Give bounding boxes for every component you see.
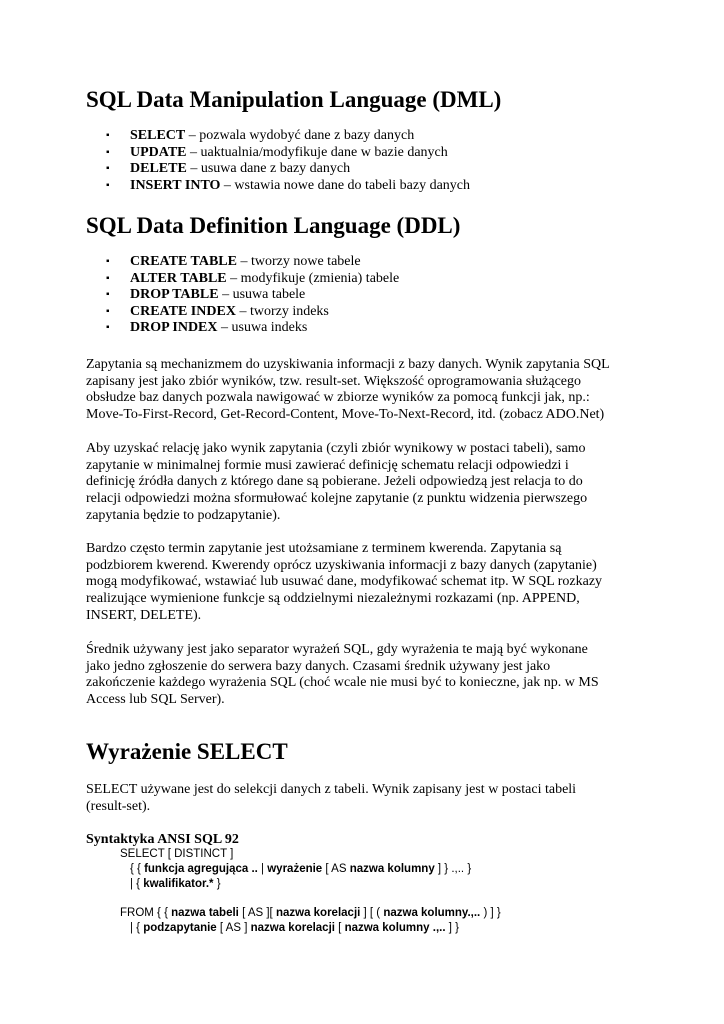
list-item-term: DROP INDEX bbox=[130, 320, 218, 336]
bullet-icon: ▪ bbox=[106, 163, 110, 175]
syntax-token: [ AS ][ bbox=[238, 907, 276, 919]
text-line: definicję źródła danych z którego dane są pobierane. Jeżeli odpowiedzą jest relacja to do bbox=[86, 474, 583, 490]
ddl-list bbox=[86, 254, 646, 337]
text-line: zakończenie każdego wyrażenia SQL (choć wcale nie musi być to konieczne, jak np. w MS bbox=[86, 675, 599, 691]
syntax-placeholder: nazwa korelacji bbox=[275, 907, 361, 919]
bullet-icon: ▪ bbox=[106, 289, 110, 301]
list-item-term: SELECT bbox=[130, 128, 186, 143]
syntax-line bbox=[86, 862, 656, 877]
syntax-placeholder: nazwa tabeli bbox=[171, 907, 239, 919]
list-item bbox=[86, 320, 646, 337]
syntax-token: ] } bbox=[445, 922, 459, 934]
list-item-term: UPDATE bbox=[130, 144, 187, 160]
bullet-icon: ▪ bbox=[106, 256, 110, 267]
syntax-line bbox=[86, 921, 656, 936]
list-item bbox=[86, 178, 646, 195]
list-item-term: DELETE bbox=[130, 161, 187, 177]
syntax-token: } bbox=[213, 878, 221, 890]
list-item-description: – modyfikuje (zmienia) tabele bbox=[226, 270, 400, 286]
bullet-icon: ▪ bbox=[106, 322, 110, 334]
text-line: zapytania będzie to podzapytanie). bbox=[86, 507, 281, 523]
list-item-description: – usuwa dane z bazy danych bbox=[186, 161, 351, 177]
list-item bbox=[86, 161, 646, 178]
paragraph-2 bbox=[86, 441, 656, 525]
syntax-placeholder: nazwa korelacji bbox=[250, 922, 335, 934]
list-item bbox=[86, 271, 646, 288]
syntax-placeholder: funkcja agregująca .. bbox=[144, 863, 258, 875]
list-item bbox=[86, 304, 646, 321]
text-line: podzbiorem kwerend. Kwerendy oprócz uzyskiwania informacji z bazy danych (zapytanie) bbox=[86, 557, 597, 573]
text-line: (result-set). bbox=[86, 798, 151, 814]
select-heading: Wyrażenie SELECT bbox=[86, 739, 288, 764]
text-line: SELECT używane jest do selekcji danych z tabeli. Wynik zapisany jest w postaci tabeli bbox=[86, 782, 577, 797]
text-line: INSERT, DELETE). bbox=[86, 607, 202, 623]
text-line: Średnik używany jest jako separator wyrażeń SQL, gdy wyrażenia te mają być wykonane bbox=[86, 642, 588, 657]
bullet-icon: ▪ bbox=[106, 272, 110, 284]
list-item-term: DROP TABLE bbox=[130, 287, 219, 303]
text-line: zapytanie w minimalnej formie musi zawierać definicję schematu relacji odpowiedzi i bbox=[86, 457, 569, 473]
dml-list bbox=[86, 128, 646, 194]
syntax-spacer bbox=[86, 892, 656, 906]
syntax-token: | { bbox=[130, 878, 144, 890]
list-item-description: – tworzy indeks bbox=[235, 303, 329, 319]
select-intro bbox=[86, 782, 656, 815]
paragraph-3 bbox=[86, 541, 656, 625]
text-line: Move-To-First-Record, Get-Record-Content, Move-To-Next-Record, itd. (zobacz ADO.Net) bbox=[86, 407, 605, 423]
syntax-line bbox=[86, 906, 656, 921]
syntax-token: | bbox=[257, 863, 268, 875]
syntax-token: SELECT [ DISTINCT ] bbox=[120, 848, 234, 860]
paragraph-1 bbox=[86, 357, 656, 424]
syntax-token: ] [ ( bbox=[360, 907, 384, 919]
list-item bbox=[86, 287, 646, 304]
syntax-heading: Syntaktyka ANSI SQL 92 bbox=[86, 832, 239, 847]
text-line: obsłudze baz danych pozwala nawigować w zbiorze wyników za pomocą funkcji jak, np.: bbox=[86, 390, 590, 406]
syntax-placeholder: podzapytanie bbox=[143, 922, 217, 934]
text-line: realizujące wymienione funkcje są oddzielnymi niezależnymi rozkazami (np. APPEND, bbox=[86, 591, 580, 607]
syntax-placeholder: nazwa kolumny.,.. bbox=[383, 907, 481, 919]
list-item-description: – usuwa tabele bbox=[218, 287, 306, 303]
syntax-placeholder: wyrażenie bbox=[267, 863, 323, 875]
list-item bbox=[86, 254, 646, 271]
list-item bbox=[86, 128, 646, 145]
list-item-term: CREATE TABLE bbox=[130, 254, 237, 269]
text-line: Aby uzyskać relację jako wynik zapytania (czyli zbiór wynikowy w postaci tabeli), samo bbox=[86, 441, 586, 456]
syntax-token: ) ] } bbox=[480, 907, 501, 919]
text-line: mogą modyfikować, wstawiać lub usuwać dane, modyfikować schemat itp. W SQL rozkazy bbox=[86, 574, 603, 590]
bullet-icon: ▪ bbox=[106, 130, 110, 141]
list-item-description: – wstawia nowe dane do tabeli bazy danych bbox=[220, 177, 471, 193]
list-item-description: – pozwala wydobyć dane z bazy danych bbox=[185, 128, 415, 143]
text-line: zapisany jest jako zbiór wyników, tzw. result-set. Większość oprogramowania służącego bbox=[86, 373, 581, 389]
text-line: relacji odpowiedzi można sformułować kolejne zapytanie (z punktu widzenia pierwszego bbox=[86, 491, 588, 507]
bullet-icon: ▪ bbox=[106, 179, 110, 191]
list-item-term: CREATE INDEX bbox=[130, 303, 236, 319]
list-item bbox=[86, 145, 646, 162]
list-item-description: – tworzy nowe tabele bbox=[236, 254, 361, 269]
syntax-placeholder: kwalifikator.* bbox=[143, 878, 214, 890]
list-item-term: ALTER TABLE bbox=[130, 270, 227, 286]
syntax-line bbox=[86, 877, 656, 892]
paragraph-4 bbox=[86, 642, 656, 709]
bullet-icon: ▪ bbox=[106, 146, 110, 158]
syntax-placeholder: nazwa kolumny bbox=[349, 863, 435, 875]
list-item-term: INSERT INTO bbox=[130, 177, 221, 193]
bullet-icon: ▪ bbox=[106, 305, 110, 317]
text-line: Access lub SQL Server). bbox=[86, 692, 225, 708]
syntax-token: [ AS ] bbox=[216, 922, 251, 934]
syntax-line bbox=[86, 847, 656, 862]
syntax-block bbox=[86, 847, 656, 936]
text-line: Bardzo często termin zapytanie jest utożsamiane z terminem kwerenda. Zapytania są bbox=[86, 541, 562, 556]
list-item-description: – uaktualnia/modyfikuje dane w bazie danych bbox=[186, 144, 448, 160]
dml-heading: SQL Data Manipulation Language (DML) bbox=[86, 87, 502, 112]
syntax-token: [ AS bbox=[322, 863, 350, 875]
text-line: jako jedno zgłoszenie do serwera bazy danych. Czasami średnik używany jest jako bbox=[86, 658, 551, 674]
ddl-heading: SQL Data Definition Language (DDL) bbox=[86, 213, 461, 238]
syntax-token: [ bbox=[334, 922, 345, 934]
syntax-token: | { bbox=[130, 922, 144, 934]
text-line: Zapytania są mechanizmem do uzyskiwania informacji z bazy danych. Wynik zapytania SQL bbox=[86, 357, 610, 372]
syntax-placeholder: nazwa kolumny .,.. bbox=[344, 922, 446, 934]
syntax-token: FROM { { bbox=[120, 907, 172, 919]
syntax-token: ] } .,.. } bbox=[434, 863, 472, 875]
list-item-description: – usuwa indeks bbox=[217, 320, 308, 336]
syntax-token: { { bbox=[130, 863, 145, 875]
